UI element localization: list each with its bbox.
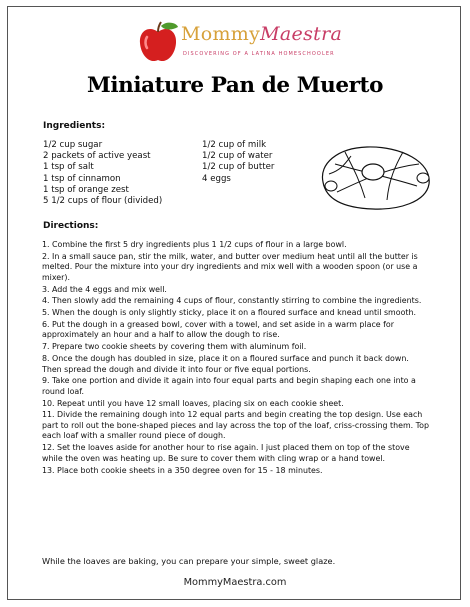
direction-step: 11. Divide the remaining dough into 12 equal parts and begin creating the top design. Use each part to roll out the bone-shaped pieces and lay across the top of the loaf, criss-crossing them. Top each loaf with a smaller round piece of dough. <box>42 410 429 441</box>
ingredient-item: 1/2 cup of butter <box>202 162 275 173</box>
direction-step: 10. Repeat until you have 12 small loaves, placing six on each cookie sheet. <box>42 398 344 408</box>
logo-tagline: DISCOVERING OF A LATINA HOMESCHOOLER <box>183 51 335 57</box>
direction-step: 1. Combine the first 5 dry ingredients plus 1 1/2 cups of flour in a large bowl. <box>42 240 347 249</box>
direction-step: 6. Put the dough in a greased bowl, cover with a towel, and set aside in a warm place for approximately an hour and a half to allow the dough to rise. <box>42 319 394 340</box>
direction-step: 13. Place both cookie sheets in a 350 degree oven for 15 - 18 minutes. <box>42 465 323 475</box>
ingredient-item: 1 tsp of orange zest <box>43 184 129 195</box>
direction-step: 2. In a small sauce pan, stir the milk, water, and butter over medium heat until all the butter is melted. Pour the mixture into your dry ingredients and mix well with a wooden spoon (or use a mixer). <box>42 251 418 282</box>
ingredient-item: 1/2 cup sugar <box>43 140 103 150</box>
ingredients-heading: Ingredients: <box>43 121 106 131</box>
apple-icon <box>137 21 179 65</box>
ingredient-item: 1 tsp of salt <box>43 162 94 173</box>
logo-brand-text: MommyMaestra <box>181 23 343 45</box>
direction-step: 5. When the dough is only slightly sticky, place it on a floured surface and knead until smooth. <box>42 308 417 318</box>
ingredient-item: 1/2 cup of water <box>202 151 273 162</box>
page-title: Miniature Pan de Muerto <box>86 73 384 98</box>
ingredient-item: 1/2 cup of milk <box>202 140 267 150</box>
glaze-note: While the loaves are baking, you can prepare your simple, sweet glaze. <box>42 556 336 566</box>
direction-step: 3. Add the 4 eggs and mix well. <box>42 284 167 294</box>
footer-site-url[interactable]: MommyMaestra.com <box>183 577 287 588</box>
pan-de-muerto-illustration <box>315 134 437 216</box>
ingredient-item: 1 tsp of cinnamon <box>43 173 121 184</box>
direction-step: 4. Then slowly add the remaining 4 cups of flour, constantly stirring to combine the ingredients. <box>42 296 422 306</box>
direction-step: 7. Prepare two cookie sheets by covering them with aluminum foil. <box>42 342 307 352</box>
ingredients-list-col2 <box>202 140 274 185</box>
site-logo[interactable] <box>137 18 343 66</box>
direction-step: 9. Take one portion and divide it again into four equal parts and begin shaping each one into a round loaf. <box>42 376 416 396</box>
direction-step: 8. Once the dough has doubled in size, place it on a floured surface and punch it back down. Then spread the dough and divide it into four or five equal portions. <box>42 354 409 374</box>
directions-heading: Directions: <box>43 221 99 231</box>
ingredient-item: 2 packets of active yeast <box>43 151 151 162</box>
direction-step: 12. Set the loaves aside for another hour to rise again. I just placed them on top of the stove while the oven was heating up. Be sure to cover them with cling wrap or a hand towel. <box>42 443 410 463</box>
directions-list <box>42 240 430 477</box>
ingredient-item: 4 eggs <box>202 173 231 184</box>
ingredient-item: 5 1/2 cups of flour (divided) <box>43 196 163 207</box>
ingredients-list-col1 <box>43 140 162 207</box>
